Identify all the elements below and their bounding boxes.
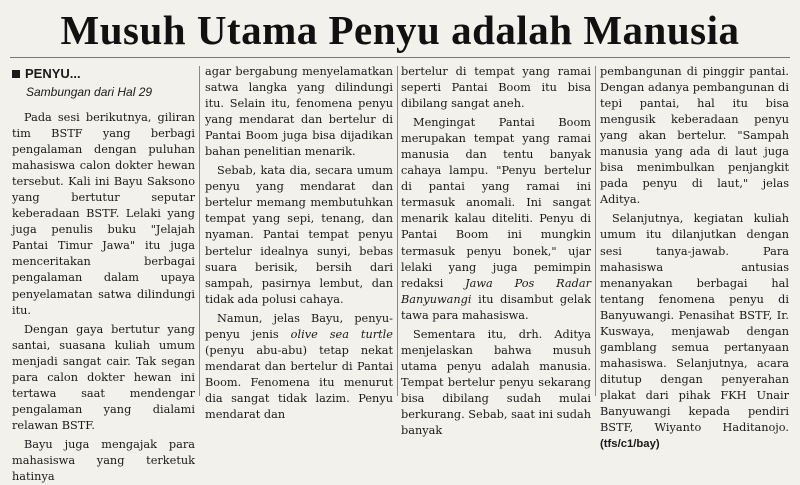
text-run: itu disambut gelak tawa para mahasiswa. <box>401 292 591 322</box>
paragraph: Sementara itu, drh. Aditya menjelaskan bahwa musuh utama penyu adalah manusia. Tempat bertelur penyu sekarang bisa dibilang sudah mulai berkurang. Sebab, saat ini sudah banyak <box>401 327 591 438</box>
column-divider <box>199 66 200 396</box>
article-column-3 <box>401 64 592 438</box>
paragraph: bertelur di tempat yang ramai seperti Pantai Boom itu bisa dibilang sangat aneh. <box>401 65 591 111</box>
column-divider <box>397 66 398 396</box>
kicker-label: PENYU... <box>25 66 81 81</box>
article-column-4 <box>600 64 789 451</box>
text-run: (penyu abu-abu) tetap nekat mendarat dan bertelur di Pantai Boom. Fenomena itu menurut dia sangat tidak lazim. Penyu mendarat dan <box>205 343 393 421</box>
paragraph <box>401 115 591 324</box>
kicker <box>12 66 195 82</box>
column-divider <box>595 66 596 396</box>
paragraph: Pada sesi berikutnya, giliran tim BSTF yang berbagi pengalaman dengan puluhan mahasiswa calon dokter hewan tersebut. Kali ini Bayu Saksono yang bertutur seputar keberadaan BSTF. Lelaki yang juga penulis buku "Jelajah Pantai Timur Jawa" itu juga menceritakan berbagai pengalaman dalam upaya penyelamatan satwa dilindungi itu. <box>12 111 195 317</box>
article-column-2 <box>205 64 393 421</box>
article-column-1 <box>12 64 195 484</box>
square-bullet-icon <box>12 70 20 78</box>
species-name: olive sea turtle <box>290 327 393 341</box>
headline-rule <box>10 57 790 58</box>
paragraph <box>600 211 789 452</box>
paragraph: pembangunan di pinggir pantai. Dengan adanya pembangunan di tepi pantai, hal itu bisa mengusik keberadaan penyu yang akan bertelur. "Sampah manusia yang ada di laut juga bisa menimbulkan penjangkit pada penyu di laut," jelas Aditya. <box>600 65 789 207</box>
headline: Musuh Utama Penyu adalah Manusia <box>60 7 740 53</box>
paragraph: Dengan gaya bertutur yang santai, suasana kuliah umum menjadi sangat cair. Tak segan para calon dokter hewan ini tertawa saat mendengar pengalaman yang dialami relawan BSTF. <box>12 322 195 432</box>
author-signoff: (tfs/c1/bay) <box>600 438 660 451</box>
newspaper-name: Jawa Pos Radar Banyuwangi <box>401 276 592 306</box>
paragraph: Bayu juga mengajak para mahasiswa yang terketuk hatinya <box>12 437 195 484</box>
text-run: Selanjutnya, kegiatan kuliah umum itu dilanjutkan dengan sesi tanya-jawab. Para mahasiswa antusias menanyakan berbagai hal tentang fenomena penyu di Banyuwangi. Penasihat BSTF, Ir. Kuswaya, menjawab dengan gamblang semua pertanyaan mahasiswa. Selanjutnya, acara ditutup dengan penyerahan plakat dari pihak FKH Unair Banyuwangi kepada pendiri BSTF, Wiyanto Haditanojo. <box>600 212 789 435</box>
paragraph <box>205 311 393 423</box>
continued-from: Sambungan dari Hal 29 <box>26 85 153 99</box>
text-run: Mengingat Pantai Boom merupakan tempat yang ramai manusia dan tentu banyak cahaya lampu. "Penyu bertelur di pantai yang ramai ini termasuk anomali. Ini sangat menarik kalau diteliti. Penyu di Pantai Boom ini mungkin termasuk penyu bonek," ujar lelaki yang juga pemimpin redaksi <box>401 116 591 290</box>
paragraph: Sebab, kata dia, secara umum penyu yang mendarat dan bertelur memang membutuhkan tempat yang sepi, tenang, dan nyaman. Pantai tempat penyu bertelur idealnya sunyi, bebas suara berisik, bersih dari sampah, pasirnya lembut, dan tidak ada polusi cahaya. <box>205 164 393 306</box>
text-run: Namun, jelas Bayu, penyu-penyu jenis <box>205 311 393 341</box>
paragraph: agar bergabung menyelamatkan satwa langka yang dilindungi itu. Selain itu, fenomena penyu yang mendarat dan bertelur di Pantai Boom juga bisa dijadikan bahan penelitian menarik. <box>205 65 393 159</box>
